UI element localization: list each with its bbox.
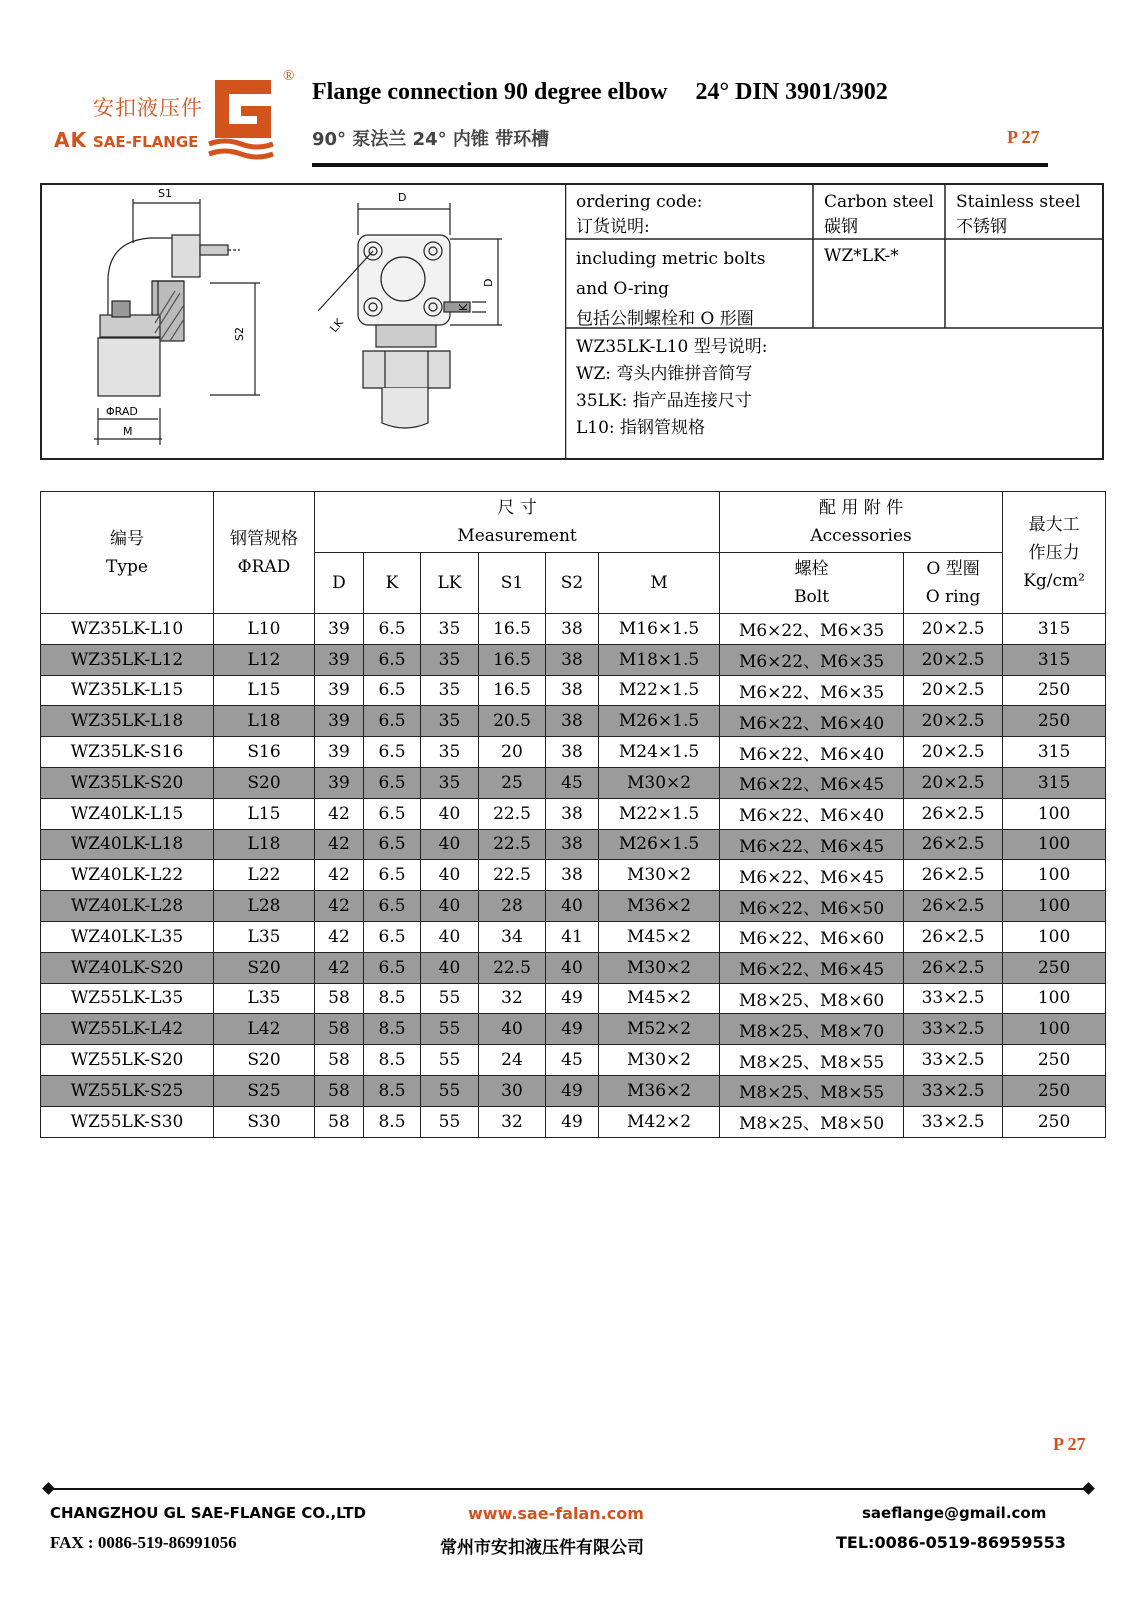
cell-s2: 38 (546, 675, 599, 706)
cell-bolt: M8×25、M8×60 (720, 983, 904, 1014)
stainless-steel-en: Stainless steel (956, 192, 1081, 212)
cell-rad: L10 (214, 614, 315, 645)
title-din: 24° DIN 3901/3902 (695, 79, 888, 105)
cell-pressure: 100 (1003, 860, 1106, 891)
cell-pressure: 315 (1003, 614, 1106, 645)
table-row (41, 644, 1106, 675)
cell-lk: 35 (421, 614, 479, 645)
including-line-1: including metric bolts (576, 249, 766, 269)
including-line-cn: 包括公制螺栓和 O 形圈 (576, 309, 754, 329)
cell-oring: 26×2.5 (904, 891, 1003, 922)
cell-type: WZ35LK-L15 (41, 675, 214, 706)
cell-pressure: 100 (1003, 1014, 1106, 1045)
ordering-code-cn: 订货说明: (576, 217, 650, 237)
cell-d: 42 (315, 921, 364, 952)
cell-d: 39 (315, 737, 364, 768)
cell-d: 39 (315, 706, 364, 737)
cell-bolt: M8×25、M8×70 (720, 1014, 904, 1045)
cell-rad: L22 (214, 860, 315, 891)
cell-type: WZ40LK-S20 (41, 952, 214, 983)
drawing-label-k: K (457, 303, 470, 311)
cell-type: WZ40LK-L15 (41, 798, 214, 829)
cell-d: 58 (315, 983, 364, 1014)
stainless-steel-header (956, 190, 1080, 240)
explain-line: 35LK: 指产品连接尺寸 (576, 391, 752, 411)
cell-pressure: 250 (1003, 1106, 1106, 1137)
page-subtitle: 90° 泵法兰 24° 内锥 带环槽 (312, 129, 550, 150)
cell-k: 8.5 (364, 1106, 421, 1137)
page-number-top: P 27 (1007, 127, 1040, 147)
header-col-k: K (364, 553, 421, 614)
carbon-steel-code: WZ*LK-* (824, 246, 899, 266)
registered-mark: ® (283, 68, 295, 84)
header-col-lk: LK (421, 553, 479, 614)
cell-type: WZ40LK-L35 (41, 921, 214, 952)
cell-m: M30×2 (599, 952, 720, 983)
cell-lk: 55 (421, 983, 479, 1014)
cell-s2: 38 (546, 798, 599, 829)
cell-d: 39 (315, 644, 364, 675)
cell-rad: S16 (214, 737, 315, 768)
cell-lk: 40 (421, 891, 479, 922)
cell-oring: 33×2.5 (904, 1106, 1003, 1137)
cell-oring: 33×2.5 (904, 983, 1003, 1014)
table-row (41, 767, 1106, 798)
header-type: 编号 Type (41, 492, 214, 614)
cell-oring: 26×2.5 (904, 860, 1003, 891)
cell-d: 39 (315, 767, 364, 798)
cell-m: M30×2 (599, 860, 720, 891)
table-row (41, 952, 1106, 983)
cell-d: 39 (315, 614, 364, 645)
page-number-bottom: P 27 (1053, 1434, 1086, 1454)
cell-bolt: M6×22、M6×40 (720, 737, 904, 768)
cell-oring: 20×2.5 (904, 614, 1003, 645)
cell-bolt: M6×22、M6×60 (720, 921, 904, 952)
cell-lk: 40 (421, 829, 479, 860)
table-row (41, 798, 1106, 829)
drawing-label-rad: ΦRAD (106, 405, 138, 418)
footer-tel: TEL:0086-0519-86959553 (836, 1533, 1066, 1552)
cell-m: M22×1.5 (599, 675, 720, 706)
cell-s1: 34 (479, 921, 546, 952)
stainless-steel-cn: 不锈钢 (956, 217, 1007, 237)
explain-line: L10: 指钢管规格 (576, 418, 706, 438)
cell-s1: 22.5 (479, 829, 546, 860)
cell-s2: 38 (546, 644, 599, 675)
cell-s2: 45 (546, 1045, 599, 1076)
cell-pressure: 315 (1003, 767, 1106, 798)
cell-m: M16×1.5 (599, 614, 720, 645)
cell-s2: 49 (546, 1106, 599, 1137)
logo-ak: AK (54, 128, 87, 152)
table-row (41, 1014, 1106, 1045)
cell-type: WZ55LK-S20 (41, 1045, 214, 1076)
cell-oring: 20×2.5 (904, 644, 1003, 675)
drawing-label-m: M (123, 425, 133, 438)
cell-pressure: 315 (1003, 737, 1106, 768)
table-row (41, 706, 1106, 737)
including-line-2: and O-ring (576, 279, 670, 299)
cell-k: 6.5 (364, 644, 421, 675)
cell-s1: 22.5 (479, 952, 546, 983)
header-accessories: 配 用 附 件 Accessories (720, 492, 1003, 553)
cell-lk: 40 (421, 952, 479, 983)
cell-m: M24×1.5 (599, 737, 720, 768)
cell-bolt: M8×25、M8×50 (720, 1106, 904, 1137)
cell-rad: S25 (214, 1075, 315, 1106)
cell-s2: 41 (546, 921, 599, 952)
dimensions-table (40, 491, 1106, 1138)
cell-d: 42 (315, 952, 364, 983)
page-title (312, 79, 888, 106)
cell-pressure: 250 (1003, 1075, 1106, 1106)
table-row (41, 921, 1106, 952)
carbon-steel-en: Carbon steel (824, 192, 934, 212)
header-rad: 钢管规格 ΦRAD (214, 492, 315, 614)
carbon-steel-header (824, 190, 934, 240)
cell-m: M18×1.5 (599, 644, 720, 675)
table-row (41, 829, 1106, 860)
divider-diamond-right-icon (1082, 1482, 1095, 1495)
cell-lk: 35 (421, 767, 479, 798)
header-divider (312, 163, 1048, 167)
cell-k: 6.5 (364, 767, 421, 798)
cell-rad: L15 (214, 675, 315, 706)
cell-type: WZ35LK-L12 (41, 644, 214, 675)
logo-english-name (54, 128, 198, 152)
footer-website[interactable]: www.sae-falan.com (468, 1504, 644, 1523)
cell-rad: S20 (214, 1045, 315, 1076)
cell-bolt: M8×25、M8×55 (720, 1075, 904, 1106)
header-col-s2: S2 (546, 553, 599, 614)
cell-k: 8.5 (364, 1075, 421, 1106)
cell-m: M42×2 (599, 1106, 720, 1137)
cell-m: M30×2 (599, 1045, 720, 1076)
cell-s2: 38 (546, 706, 599, 737)
cell-k: 6.5 (364, 737, 421, 768)
cell-lk: 35 (421, 737, 479, 768)
cell-type: WZ35LK-S20 (41, 767, 214, 798)
cell-type: WZ55LK-L35 (41, 983, 214, 1014)
cell-rad: S20 (214, 952, 315, 983)
table-body (41, 614, 1106, 1138)
cell-oring: 20×2.5 (904, 675, 1003, 706)
cell-s2: 38 (546, 829, 599, 860)
cell-s2: 49 (546, 1014, 599, 1045)
table-row (41, 737, 1106, 768)
drawing-label-d-side: D (482, 278, 495, 287)
cell-s1: 25 (479, 767, 546, 798)
cell-oring: 20×2.5 (904, 737, 1003, 768)
cell-s1: 24 (479, 1045, 546, 1076)
footer-email[interactable]: saeflange@gmail.com (862, 1504, 1047, 1522)
cell-s1: 28 (479, 891, 546, 922)
cell-s1: 16.5 (479, 644, 546, 675)
cell-s2: 49 (546, 983, 599, 1014)
cell-lk: 35 (421, 644, 479, 675)
header-bolt: 螺栓 Bolt (720, 553, 904, 614)
cell-d: 58 (315, 1075, 364, 1106)
technical-drawing (40, 183, 565, 460)
cell-oring: 33×2.5 (904, 1075, 1003, 1106)
cell-d: 39 (315, 675, 364, 706)
cell-k: 6.5 (364, 706, 421, 737)
cell-s2: 40 (546, 952, 599, 983)
cell-pressure: 250 (1003, 952, 1106, 983)
cell-d: 42 (315, 829, 364, 860)
cell-lk: 55 (421, 1106, 479, 1137)
cell-s2: 40 (546, 891, 599, 922)
divider-diamond-left-icon (42, 1482, 55, 1495)
table-row (41, 860, 1106, 891)
cell-s2: 38 (546, 737, 599, 768)
cell-m: M52×2 (599, 1014, 720, 1045)
header-measurement: 尺 寸 Measurement (315, 492, 720, 553)
cell-s2: 49 (546, 1075, 599, 1106)
cell-rad: L18 (214, 706, 315, 737)
cell-d: 58 (315, 1106, 364, 1137)
cell-d: 42 (315, 860, 364, 891)
cell-oring: 26×2.5 (904, 952, 1003, 983)
cell-oring: 26×2.5 (904, 921, 1003, 952)
cell-pressure: 250 (1003, 675, 1106, 706)
cell-rad: L35 (214, 921, 315, 952)
cell-type: WZ40LK-L22 (41, 860, 214, 891)
cell-lk: 40 (421, 921, 479, 952)
drawing-label-s1: S1 (158, 187, 172, 200)
cell-m: M22×1.5 (599, 798, 720, 829)
cell-k: 6.5 (364, 860, 421, 891)
footer-company-en: CHANGZHOU GL SAE-FLANGE CO.,LTD (50, 1504, 366, 1522)
ordering-code-en: ordering code: (576, 192, 703, 212)
cell-lk: 55 (421, 1014, 479, 1045)
cell-bolt: M6×22、M6×35 (720, 644, 904, 675)
cell-bolt: M6×22、M6×45 (720, 829, 904, 860)
header-col-d: D (315, 553, 364, 614)
header-col-m: M (599, 553, 720, 614)
cell-s1: 20 (479, 737, 546, 768)
cell-oring: 26×2.5 (904, 829, 1003, 860)
logo-mark-icon (205, 78, 285, 164)
cell-s1: 16.5 (479, 675, 546, 706)
cell-s1: 16.5 (479, 614, 546, 645)
footer-divider (48, 1488, 1088, 1490)
cell-s1: 22.5 (479, 860, 546, 891)
cell-s1: 40 (479, 1014, 546, 1045)
title-text: Flange connection 90 degree elbow (312, 79, 668, 105)
cell-m: M45×2 (599, 983, 720, 1014)
cell-pressure: 100 (1003, 891, 1106, 922)
cell-k: 6.5 (364, 829, 421, 860)
cell-k: 6.5 (364, 675, 421, 706)
cell-pressure: 100 (1003, 829, 1106, 860)
cell-pressure: 100 (1003, 921, 1106, 952)
logo-chinese-name: 安扣液压件 (93, 96, 203, 120)
cell-oring: 33×2.5 (904, 1014, 1003, 1045)
cell-m: M26×1.5 (599, 706, 720, 737)
cell-k: 8.5 (364, 1045, 421, 1076)
cell-type: WZ55LK-S25 (41, 1075, 214, 1106)
cell-bolt: M6×22、M6×40 (720, 706, 904, 737)
cell-k: 6.5 (364, 921, 421, 952)
table-row (41, 1075, 1106, 1106)
cell-k: 8.5 (364, 983, 421, 1014)
cell-rad: L28 (214, 891, 315, 922)
cell-bolt: M8×25、M8×55 (720, 1045, 904, 1076)
including-bolts-note (576, 244, 765, 334)
header-col-s1: S1 (479, 553, 546, 614)
cell-k: 6.5 (364, 891, 421, 922)
cell-s1: 30 (479, 1075, 546, 1106)
cell-rad: L18 (214, 829, 315, 860)
cell-pressure: 100 (1003, 798, 1106, 829)
cell-pressure: 315 (1003, 644, 1106, 675)
table-row (41, 1106, 1106, 1137)
cell-s1: 22.5 (479, 798, 546, 829)
cell-d: 58 (315, 1045, 364, 1076)
carbon-steel-cn: 碳钢 (824, 217, 858, 237)
cell-type: WZ40LK-L18 (41, 829, 214, 860)
cell-s2: 45 (546, 767, 599, 798)
cell-rad: S30 (214, 1106, 315, 1137)
cell-s1: 32 (479, 983, 546, 1014)
cell-oring: 20×2.5 (904, 706, 1003, 737)
cell-s2: 38 (546, 860, 599, 891)
cell-type: WZ35LK-S16 (41, 737, 214, 768)
cell-k: 8.5 (364, 1014, 421, 1045)
cell-bolt: M6×22、M6×35 (720, 675, 904, 706)
table-row (41, 1045, 1106, 1076)
cell-lk: 55 (421, 1075, 479, 1106)
cell-rad: L15 (214, 798, 315, 829)
cell-k: 6.5 (364, 614, 421, 645)
table-row (41, 891, 1106, 922)
cell-lk: 40 (421, 798, 479, 829)
cell-lk: 55 (421, 1045, 479, 1076)
cell-d: 58 (315, 1014, 364, 1045)
cell-bolt: M6×22、M6×35 (720, 614, 904, 645)
cell-d: 42 (315, 891, 364, 922)
cell-k: 6.5 (364, 952, 421, 983)
drawing-label-d-top: D (398, 191, 407, 204)
cell-s2: 38 (546, 614, 599, 645)
footer-fax: FAX : 0086-519-86991056 (50, 1533, 237, 1552)
cell-type: WZ35LK-L18 (41, 706, 214, 737)
cell-pressure: 250 (1003, 1045, 1106, 1076)
cell-m: M36×2 (599, 891, 720, 922)
cell-m: M30×2 (599, 767, 720, 798)
header-max-pressure: 最大工 作压力 Kg/cm² (1003, 492, 1106, 614)
cell-type: WZ40LK-L28 (41, 891, 214, 922)
cell-lk: 35 (421, 706, 479, 737)
cell-rad: L12 (214, 644, 315, 675)
cell-lk: 40 (421, 860, 479, 891)
logo-sae-flange: SAE-FLANGE (92, 133, 199, 151)
explain-line: WZ35LK-L10 型号说明: (576, 337, 768, 357)
cell-bolt: M6×22、M6×45 (720, 767, 904, 798)
cell-m: M26×1.5 (599, 829, 720, 860)
cell-m: M45×2 (599, 921, 720, 952)
cell-d: 42 (315, 798, 364, 829)
drawing-label-lk: LK (327, 316, 346, 335)
cell-lk: 35 (421, 675, 479, 706)
table-row (41, 614, 1106, 645)
cell-type: WZ35LK-L10 (41, 614, 214, 645)
cell-s1: 20.5 (479, 706, 546, 737)
table-row (41, 983, 1106, 1014)
explain-line: WZ: 弯头内锥拼音简写 (576, 364, 753, 384)
cell-rad: S20 (214, 767, 315, 798)
cell-oring: 26×2.5 (904, 798, 1003, 829)
drawing-label-s2: S2 (233, 327, 246, 341)
cell-rad: L42 (214, 1014, 315, 1045)
cell-type: WZ55LK-S30 (41, 1106, 214, 1137)
cell-type: WZ55LK-L42 (41, 1014, 214, 1045)
cell-bolt: M6×22、M6×40 (720, 798, 904, 829)
cell-m: M36×2 (599, 1075, 720, 1106)
cell-bolt: M6×22、M6×45 (720, 952, 904, 983)
cell-pressure: 250 (1003, 706, 1106, 737)
model-explanation (576, 334, 767, 442)
cell-bolt: M6×22、M6×50 (720, 891, 904, 922)
ordering-code-label (576, 190, 703, 240)
cell-rad: L35 (214, 983, 315, 1014)
footer-company-cn: 常州市安扣液压件有限公司 (440, 1538, 644, 1558)
cell-oring: 33×2.5 (904, 1045, 1003, 1076)
cell-s1: 32 (479, 1106, 546, 1137)
cell-bolt: M6×22、M6×45 (720, 860, 904, 891)
header-oring: O 型圈 O ring (904, 553, 1003, 614)
table-row (41, 675, 1106, 706)
cell-oring: 20×2.5 (904, 767, 1003, 798)
cell-k: 6.5 (364, 798, 421, 829)
cell-pressure: 100 (1003, 983, 1106, 1014)
